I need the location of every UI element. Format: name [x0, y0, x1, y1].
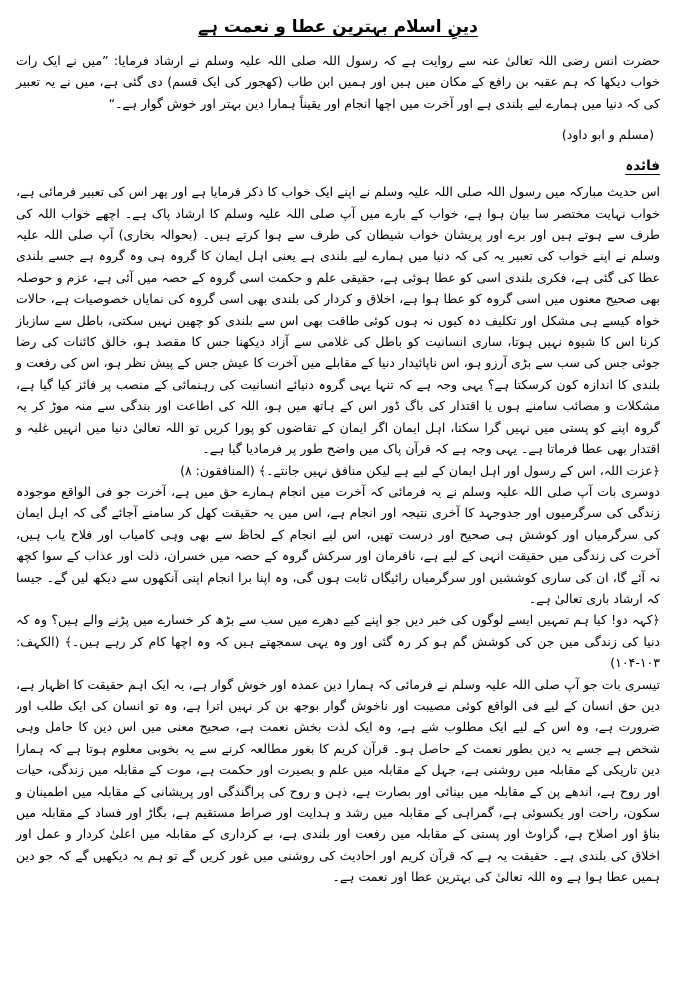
quote-1: ﴿عزت اللہ، اس کے رسول اور اہل ایمان کے لیے ہے لیکن منافق نہیں جانتے۔﴾ (المنافقون: ۸)	[180, 462, 660, 478]
quote-2: ﴿کہہ دو! کیا ہم تمہیں ایسے لوگوں کی خبر دیں جو اپنے کیے دھرے میں سب سے بڑھ کر خسارے میں پڑنے والے ہیں؟ وہ کہ دنیا کی زندگی میں جن کی کوشش گم ہو کر رہ گئی اور وہ یہی سمجھتے ہیں کہ وہ اچھا کام کر رہے ہیں۔﴾ (الکہف: ۱۰۳-۱۰۴)	[16, 612, 660, 671]
faida-heading-row	[16, 155, 660, 181]
paragraph-1: اس حدیث مبارکہ میں رسول اللہ صلی اللہ علیہ وسلم نے اپنے ایک خواب کا ذکر فرمایا ہے اور پھر اس کی تعبیر فرمائی ہے، خواب نہایت مختصر سا بیان ہوا ہے، خواب کے بارے میں آپ صلی اللہ علیہ وسلم کا ارشاد پاک ہے۔ اچھے خواب اللہ کی طرف سے ہوتے ہیں اور برے اور پریشان خواب شیطان کی طرف سے ہوا کرتے ہیں۔ (بحوالہ بخاری) آپ صلی اللہ علیہ وسلم نے اپنے خواب کی تعبیر یہ کی کہ دنیا میں ہمارے لیے بلندی ہے یعنی اہل ایمان کا گروہ ہی وہ گروہ ہے جسے بلندی عطا کی گئی ہے، فکری بلندی اسی کو عطا ہوئی ہے، حقیقی علم و حکمت اسی گروہ کے حصہ میں آئی ہے، عزم و حوصلہ بھی صحیح معنوں میں اسی گروہ کو عطا ہوا ہے، اخلاق و کردار کی بلندی بھی اسی گروہ کی نمایاں خصوصیات ہے، حالات خواہ کیسے ہی مشکل اور تکلیف دہ کیوں نہ ہوں کوئی طاقت بھی اس سے بلندی کو چھین نہیں سکتی، باطل سے سازباز کرنا اس کا شیوہ نہیں ہوتا، ساری انسانیت کو باطل کی غلامی سے آزاد دیکھنا جس کا مقصد ہو، خالق کائنات کی رضا جوئی جس کی سب سے بڑی آرزو ہو، اس ناپائیدار دنیا کے مقابلے میں آخرت کا عیش جس کے پیش نظر ہو، اس کی رفعت و بلندی کا اندازہ کون کرسکتا ہے؟ یہی وجہ ہے کہ تنہا یہی گروہ دنیائے انسانیت کی رہنمائی کے منصب پر فائز کیا گیا ہے، مشکلات و مصائب سامنے ہوں یا اقتدار کی باگ ڈور اس کے ہاتھ میں ہو، اللہ کی اطاعت اور بندگی سے منہ موڑ کر یہ گروہ اپنے کو پستی میں نہیں گرا سکتا، اہل ایمان اگر ایمان کے تقاضوں کو پورا کریں تو اللہ تعالیٰ دنیا میں انہیں غلبہ و اقتدار بھی عطا فرماتا ہے۔ یہی وجہ ہے کہ قرآن پاک میں واضح طور پر فرمادیا گیا ہے۔	[16, 184, 660, 457]
hadith-text: حضرت انس رضی اللہ تعالیٰ عنہ سے روایت ہے کہ رسول اللہ صلی اللہ علیہ وسلم نے ارشاد فرمایا: ”میں نے ایک رات خواب دیکھا کہ ہم عقبہ بن رافع کے مکان میں ہیں اور ہمیں ابن طاب (کھجور کی ایک قسم) دی گئی ہے، میں نے یہ تعبیر کی کہ دنیا میں ہمارے لیے بلندی ہے اور آخرت میں اچھا انجام اور یقیناً ہمارا دین بہتر اور خوش گوار ہے۔“	[16, 53, 660, 111]
hadith-reference: (مسلم و ابو داود)	[561, 127, 654, 143]
paragraph-3: تیسری بات جو آپ صلی اللہ علیہ وسلم نے فرمائی کہ ہمارا دین عمدہ اور خوش گوار ہے، یہ ایک اہم حقیقت کا اظہار ہے، دین حق انسان کے لیے فی الواقع کوئی مصیبت اور ناخوش گوار بوجھ بن کر نہیں اترا ہے، وہ تو انسان کی ایک طلب اور ضرورت ہے، وہ اس کے لیے ایک مطلوب شے ہے، وہ ایک لذت بخش نعمت ہے، صحیح معنی میں اس دین کا حامل وہی شخص ہے جسے یہ دین بطور نعمت کے حاصل ہو۔ قرآن کریم کا بغور مطالعہ کرنے سے یہ بخوبی معلوم ہوتا ہے کہ ہمارا دین تاریکی کے مقابلہ میں روشنی ہے، جہل کے مقابلہ میں علم و بصیرت اور حکمت ہے، موت کے مقابلہ میں زندگی، حیات اور روح ہے، اندھے پن کے مقابلہ میں بینائی اور بصارت ہے، ذہن و روح کی پراگندگی اور پریشانی کے مقابلہ میں اطمینان و سکون، راحت اور یکسوئی ہے، گمراہی کے مقابلہ میں رشد و ہدایت اور صراط مستقیم ہے، بگاڑ اور فساد کے مقابلہ میں بناؤ اور اصلاح ہے، گراوٹ اور پستی کے مقابلہ میں رفعت اور بلندی ہے، بے کرداری کے مقابلہ میں اعلیٰ کردار و عمل اور اخلاق کی بلندی ہے۔ حقیقت یہ ہے کہ قرآن کریم اور احادیث کی روشنی میں غور کریں گے تو ہم یہ دیکھیں گے کہ جو دین ہمیں عطا ہوا ہے وہ اللہ تعالیٰ کی بہترین عطا اور نعمت ہے۔	[16, 676, 660, 885]
paragraph-2: دوسری بات آپ صلی اللہ علیہ وسلم نے یہ فرمائی کہ آخرت میں انجام ہمارے حق میں ہے، آخرت جو فی الواقع موجودہ زندگی کی سرگرمیوں اور جدوجہد کا آخری نتیجہ اور انجام ہے، اس میں یہ حقیقت کھل کر سامنے آجائے گی کہ اہل ایمان کی سرگرمیاں اور کوشش ہی صحیح اور درست تھیں، اس لیے انجام کے لحاظ سے بھی وہی کامیاب اور فلاح یاب ہیں، آخرت کی زندگی میں حقیقت انہی کے لیے ہے، نافرمان اور سرکش گروہ کے حصہ میں خسران، ذلت اور عذاب کے سوا کچھ نہ آئے گا، ان کی ساری کوششیں اور سرگرمیاں رائیگاں ثابت ہوں گی، وہ اپنا برا انجام اپنی آنکھوں سے دیکھ لیں گے۔ جیسا کہ ارشاد باری تعالیٰ ہے۔	[16, 483, 660, 606]
faida-heading: فائدہ	[625, 158, 660, 175]
document-title: دینِ اسلام بہترین عطا و نعمت ہے	[198, 17, 478, 37]
